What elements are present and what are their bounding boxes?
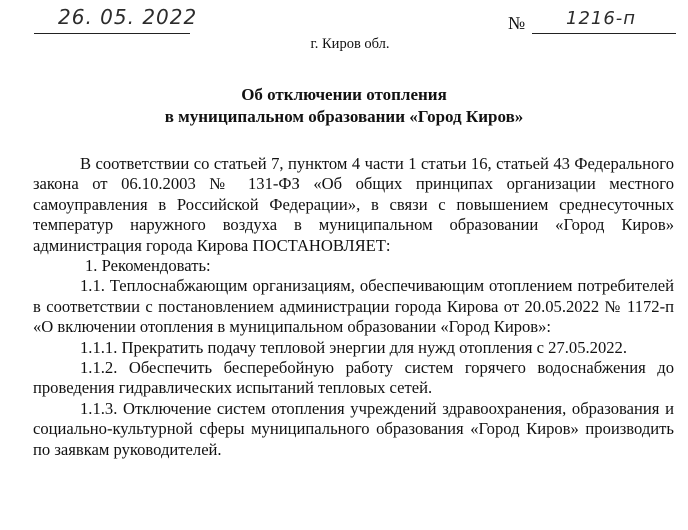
city-label: г. Киров обл.: [310, 36, 390, 52]
number-sign: №: [508, 13, 526, 33]
item-1-1-2-paragraph: 1.1.2. Обеспечить бесперебойную работу систем горячего водоснабжения до проведения гидравлических испытаний тепловых сетей.: [33, 358, 674, 398]
item-1-1-paragraph: 1.1. Теплоснабжающим организациям, обеспечивающим отоплением потребителей в соответствии с постановлением администрации города Кирова от 20.05.2022 № 1172-п «О включении отопления в муниципальном образовании «Город Киров»:: [33, 276, 674, 337]
item-1-paragraph: 1. Рекомендовать:: [85, 256, 211, 276]
item-1-1-1-paragraph: 1.1.1. Прекратить подачу тепловой энергии для нужд отопления с 27.05.2022.: [80, 337, 627, 357]
title-line-1: Об отключении отопления: [241, 85, 447, 104]
document-date: 26. 05. 2022: [58, 5, 198, 29]
item-1-1-3-paragraph: 1.1.3. Отключение систем отопления учреждений здравоохранения, образования и социально-культурной сферы муниципального образования «Город Киров» производить по заявкам руководителей.: [33, 398, 674, 459]
document-body: [33, 154, 674, 460]
document-title: [0, 84, 688, 128]
preamble-paragraph: В соответствии со статьей 7, пунктом 4 части 1 статьи 16, статьей 43 Федерального закона от 06.10.2003 № 131-ФЗ «Об общих принципах организации местного самоуправления в Российской Федерации», в связи с повышением среднесуточных температур наружного воздуха в муниципальном образовании «Город Киров» администрация города Кирова ПОСТАНОВЛЯЕТ:: [33, 154, 674, 255]
date-underline: [34, 33, 190, 34]
title-line-2: в муниципальном образовании «Город Киров»: [164, 107, 524, 126]
document-number: 1216-п: [566, 8, 637, 29]
number-underline: [532, 33, 676, 34]
